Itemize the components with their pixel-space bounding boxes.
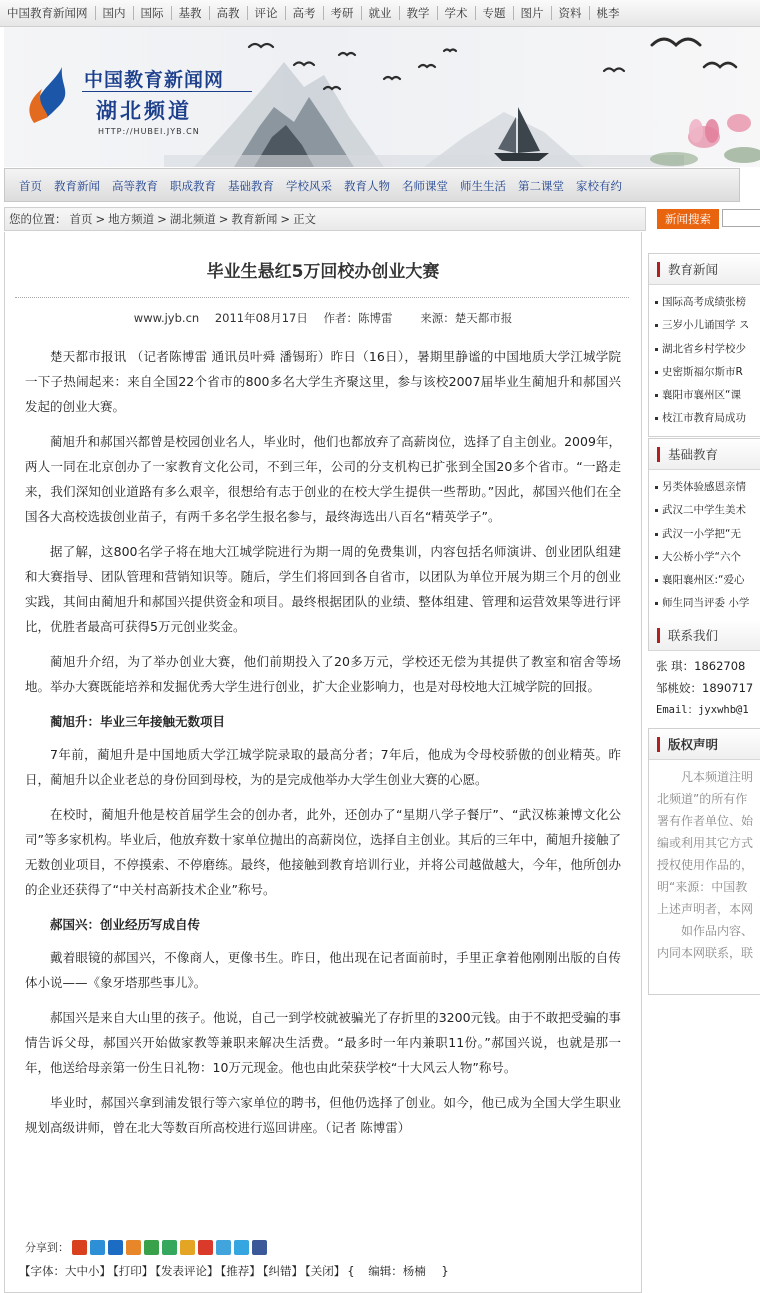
main-menu-item[interactable]: 第二课堂 [518, 179, 564, 193]
top-nav-link[interactable]: 专题 [482, 6, 506, 20]
print-tool[interactable]: 【打印】 [113, 1264, 154, 1278]
share-label: 分享到： [25, 1241, 69, 1254]
main-menu-item[interactable]: 教育新闻 [54, 179, 100, 193]
sidebar-news-item[interactable]: 另类体验感恩亲情 [649, 476, 760, 499]
top-nav-item [590, 5, 627, 21]
copyright-line: 北频道”的所有作 [657, 792, 748, 806]
contact-row: 张 琪：1862708 [656, 659, 746, 673]
copyright-line: 如作品内容、 [681, 924, 754, 938]
copyright-line: 署有作者单位、始 [657, 814, 754, 828]
article-subheading: 蔺旭升：毕业三年接触无数项目 [50, 714, 226, 729]
top-nav-item [96, 5, 133, 21]
news-search-input[interactable] [722, 209, 760, 227]
sidebar-basic-list [649, 476, 760, 616]
breadcrumb-label: 您的位置： [9, 212, 67, 226]
breadcrumb-current: 正文 [293, 212, 317, 226]
section-marker [657, 262, 660, 277]
breadcrumb-sep: > [95, 212, 106, 226]
top-nav-link[interactable]: 考研 [330, 6, 354, 20]
copyright-line: 内同本网联系，联 [657, 946, 754, 960]
sidebar-news-list [649, 291, 760, 431]
facebook-icon[interactable] [252, 1240, 267, 1255]
main-menu-item[interactable]: 家校有约 [576, 179, 622, 193]
top-nav-link[interactable]: 学术 [444, 6, 468, 20]
tianya-icon[interactable] [180, 1240, 195, 1255]
top-nav-link[interactable]: 国际 [140, 6, 164, 20]
top-nav-link[interactable]: 评论 [254, 6, 278, 20]
sidebar-section-header [648, 620, 760, 651]
article-paragraph: 在校时，蔺旭升他是校首届学生会的创办者，此外，还创办了“星期八学子餐厅”、“武汉栋兼博文化公司”等多家机构。毕业后，他放弃数十家单位抛出的高薪岗位，选择自主创业。其后的三年中，蔺旭升接触了无数创业项目，不停摸索、不停磨练。最终，他接触到教育培训行业，并将公司越做越大，今年，他所创办的企业还获得了“中关村高新技术企业”称号。 [25, 807, 621, 897]
sidebar-news-item[interactable]: 襄阳襄州区:“爱心 [649, 569, 760, 592]
sidebar-basic-title: 基础教育 [668, 447, 719, 462]
article-editor: 编辑：杨楠 [368, 1264, 426, 1278]
article-body [25, 344, 621, 1150]
section-marker [657, 737, 660, 752]
article-paragraph: 7年前，蔺旭升是中国地质大学江城学院录取的最高分者；7年后，他成为令母校骄傲的创业精英。昨日，蔺旭升以企业老总的身份回到母校，为的是完成他举办大学生创业大赛的心愿。 [25, 747, 621, 787]
kaixin-icon[interactable] [72, 1240, 87, 1255]
top-nav-item [476, 5, 513, 21]
editor-brace-open: { [347, 1264, 355, 1278]
top-nav-item [210, 5, 247, 21]
sidebar-section-header [649, 729, 760, 760]
article-container [4, 232, 642, 1293]
sidebar-section-header [649, 439, 760, 470]
section-marker [657, 447, 660, 462]
twitter-icon[interactable] [234, 1240, 249, 1255]
top-nav-link[interactable]: 图片 [520, 6, 544, 20]
breadcrumb-sep: > [218, 212, 229, 226]
font-size-tool[interactable]: 【字体：大中小】 [19, 1264, 111, 1278]
breadcrumb-link-home[interactable]: 首页 [69, 212, 93, 226]
top-nav-link[interactable]: 高教 [216, 6, 240, 20]
qzone-icon[interactable] [90, 1240, 105, 1255]
main-menu-item[interactable]: 师生生活 [460, 179, 506, 193]
breadcrumb-sep: > [280, 212, 291, 226]
article-date: 2011年08月17日 [214, 311, 308, 325]
contact-email-row: Email：jyxwhb@1 [656, 704, 749, 716]
main-menu-item[interactable]: 首页 [19, 179, 42, 193]
breadcrumb-sep: > [157, 212, 167, 226]
sidebar-news-item[interactable]: 武汉二中学生美术 [649, 499, 760, 522]
contact-row: 邹桃姣：1890717 [656, 681, 754, 695]
news-search-label: 新闻搜索 [657, 209, 719, 229]
top-nav-item [248, 5, 285, 21]
banner-url: HTTP://HUBEI.JYB.CN [98, 127, 200, 136]
sidebar-news-item[interactable]: 湖北省乡村学校少 [649, 338, 760, 361]
article-paragraph: 据了解，这800名学子将在地大江城学院进行为期一周的免费集训，内容包括名师演讲、创业团队组建和大赛指导、团队管理和营销知识等。随后，学生们将回到各自省市，以团队为单位开展为期三个月的创业实践，其间由蔺旭升和郝国兴提供资金和项目。最终根据团队的业绩、整体组建、管理和运营效果等进行评比，优胜者最高可获得5万元创业奖金。 [25, 544, 621, 634]
copyright-line: 凡本频道注明 [681, 770, 754, 784]
top-nav-link[interactable]: 就业 [368, 6, 392, 20]
article-paragraph: 蔺旭升介绍，为了举办创业大赛，他们前期投入了20多万元，学校还无偿为其提供了教室和宿舍等场地。举办大赛既能培养和发掘优秀大学生进行创业，扩大企业影响力，也是对母校地大江城学院的回报。 [25, 654, 621, 694]
sidebar-copyright [648, 728, 760, 995]
top-nav-item [324, 5, 361, 21]
section-marker [657, 628, 660, 643]
main-menu-item[interactable]: 基础教育 [228, 179, 274, 193]
sidebar-news-item[interactable]: 三岁小儿诵国学 ス [649, 314, 760, 337]
top-nav-item [552, 5, 589, 21]
sidebar-contact [648, 620, 760, 726]
article-paragraph: 毕业时，郝国兴拿到浦发银行等六家单位的聘书，但他仍选择了创业。如今，他已成为全国大学生职业规划高级讲师，曾在北大等数百所高校进行巡回讲座。（记者 陈博雷） [25, 1095, 621, 1135]
banner [4, 27, 760, 167]
comment-tool[interactable]: 【发表评论】 [155, 1264, 219, 1278]
top-nav-item [514, 5, 551, 21]
sidebar-news-title: 教育新闻 [668, 262, 719, 277]
top-nav [0, 0, 760, 27]
copyright-line: 授权使用作品的， [657, 858, 754, 872]
top-nav-link[interactable]: 教学 [406, 6, 430, 20]
sidebar-news-item[interactable]: 师生同当评委 小学 [649, 592, 760, 615]
article-title: 毕业生悬红5万回校办创业大赛 [206, 262, 440, 282]
breadcrumb-link-hubei[interactable]: 湖北频道 [169, 212, 216, 226]
main-menu-item[interactable]: 教育人物 [344, 179, 390, 193]
top-nav-link[interactable]: 桃李 [596, 6, 620, 20]
top-nav-item [400, 5, 437, 21]
article-site: www.jyb.cn [133, 311, 200, 325]
top-nav-item [134, 5, 171, 21]
sidebar-news-item[interactable]: 史密斯福尔斯市R [649, 361, 760, 384]
sidebar-news-item[interactable]: 武汉一小学把“无 [649, 523, 760, 546]
sidebar-news-item[interactable]: 襄阳市襄州区“课 [649, 384, 760, 407]
copyright-text [649, 760, 760, 964]
sidebar-contact-title: 联系我们 [668, 628, 719, 643]
article-paragraph: 楚天都市报讯 （记者陈博雷 通讯员叶舜 潘锡珩）昨日（16日），暑期里静谧的中国地质大学江城学院一下子热闹起来：来自全国22个省市的800多名大学生齐聚这里，参与该校2007届毕业生蔺旭升和郝国兴发起的创业大赛。 [25, 349, 621, 414]
banner-channel-name: 湖北频道 [96, 98, 192, 123]
copyright-line: 明“来源：中国教 [657, 880, 748, 894]
breadcrumb [4, 207, 646, 231]
sidebar-basic-education [648, 438, 760, 622]
top-nav-item [286, 5, 323, 21]
sidebar-education-news [648, 253, 760, 437]
top-nav-link[interactable]: 高考 [292, 6, 316, 20]
editor-brace-close: } [441, 1264, 449, 1278]
top-nav-item [362, 5, 399, 21]
top-nav-link[interactable]: 国内 [102, 6, 126, 20]
top-nav-item [438, 5, 475, 21]
article-tools [19, 1263, 451, 1279]
share-icons [69, 1240, 267, 1255]
sohu-icon[interactable] [198, 1240, 213, 1255]
main-menu-item[interactable]: 高等教育 [112, 179, 158, 193]
main-menu-item[interactable]: 职成教育 [170, 179, 216, 193]
top-nav-link[interactable]: 基教 [178, 6, 202, 20]
banner-site-name: 中国教育新闻网 [84, 69, 225, 91]
sidebar-section-header [649, 254, 760, 285]
top-nav-link[interactable]: 资料 [558, 6, 582, 20]
msn-icon[interactable] [216, 1240, 231, 1255]
sidebar-news-item[interactable]: 国际高考成绩张榜 [649, 291, 760, 314]
copyright-line: 上述声明者，本网 [657, 902, 754, 916]
breadcrumb-link-local[interactable]: 地方频道 [108, 212, 155, 226]
breadcrumb-link-news[interactable]: 教育新闻 [231, 212, 278, 226]
article-paragraph: 郝国兴是来自大山里的孩子。他说，自己一到学校就被骗光了存折里的3200元钱。由于不敢把受骗的事情告诉父母，郝国兴开始做家教等兼职来解决生活费。“最多时一年内兼职11份。”郝国兴说，也就是那一年，他送给母亲第一份生日礼物：10万元现金。他也由此荣获学校“十大风云人物”称号。 [25, 1010, 621, 1075]
share-bar [25, 1239, 267, 1255]
tsohu-icon[interactable] [162, 1240, 177, 1255]
main-menu-item[interactable]: 名师课堂 [402, 179, 448, 193]
title-divider [15, 297, 629, 298]
article-paragraph: 戴着眼镜的郝国兴，不像商人，更像书生。昨日，他出现在记者面前时，手里正拿着他刚刚出版的自传体小说——《象牙塔那些事儿》。 [25, 950, 621, 990]
sidebar-copyright-title: 版权声明 [668, 737, 719, 752]
renren-icon[interactable] [108, 1240, 123, 1255]
copyright-line: 编或利用其它方式 [657, 836, 754, 850]
top-nav-item [172, 5, 209, 21]
article-author: 作者：陈博雷 [323, 311, 393, 325]
article-meta [5, 310, 641, 326]
article-source: 来源：楚天都市报 [420, 311, 513, 325]
sidebar-news-item[interactable]: 枝江市教育局成功 [649, 407, 760, 430]
top-nav-link[interactable]: 中国教育新闻网 [7, 6, 88, 20]
main-menu [4, 168, 740, 202]
sina-icon[interactable] [126, 1240, 141, 1255]
banner-divider [82, 91, 252, 92]
top-nav-item [0, 5, 95, 21]
article-paragraph: 蔺旭升和郝国兴都曾是校园创业名人，毕业时，他们也都放弃了高薪岗位，选择了自主创业。2009年，两人一同在北京创办了一家教育文化公司，不到三年，公司的分支机构已扩张到全国20多个省市。“一路走来，我们深知创业道路有多么艰辛，很想给有志于创业的在校大学生提供一些帮助。”因此，郝国兴他们在全国各大高校选拔创业苗子，有两千多名学生报名参与，最终海选出八百名“精英学子”。 [25, 434, 621, 524]
recommend-tool[interactable]: 【推荐】 [220, 1264, 261, 1278]
article-subheading: 郝国兴：创业经历写成自传 [50, 917, 201, 932]
douban-icon[interactable] [144, 1240, 159, 1255]
main-menu-item[interactable]: 学校风采 [286, 179, 332, 193]
sidebar-news-item[interactable]: 大公桥小学“六个 [649, 546, 760, 569]
close-tool[interactable]: 【关闭】 [305, 1264, 346, 1278]
correct-tool[interactable]: 【纠错】 [262, 1264, 303, 1278]
